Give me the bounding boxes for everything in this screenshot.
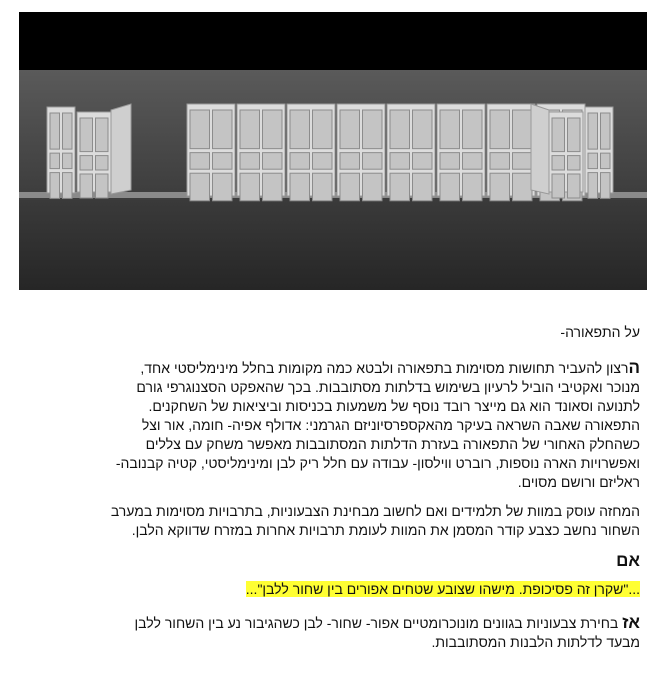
left-door-open-leaf [111,104,131,194]
paragraph3-line-1: אז בחירת צבעוניות בגוונים מונוכרומטיים אפור- שחור- לבן כשהגיבור נע בין השחור ללבן [134,613,640,632]
paragraph2-line-1: המחזה עוסק במוות של תלמידים ואם לחשוב מבחינת הצבעוניות, בתרבויות מסוימות במערב [110,503,640,519]
paragraph-conclusion [18,613,640,652]
floor [19,200,647,290]
center-door-1 [187,104,235,201]
center-door-3 [287,104,335,201]
paragraph-colors [18,502,640,540]
center-door-6 [437,104,485,201]
center-door-5 [387,104,435,201]
paragraph1-line-7: ראליזם ורושם מסוים. [517,474,640,490]
paragraph1-line-6: ואפשרויות הארה נוספות, רוברט ווילסון- עבודה עם חלל ריק לבן ומינימליסטי, קטיה קבנובה- [115,455,640,471]
stage-image [19,12,647,290]
drop-cap-letter: ה [628,358,640,377]
paragraph-scenography [18,358,640,492]
center-door-7 [487,104,535,201]
highlighted-quote: ..."שקרן זה פסיכופת. מישהו שצובע שטחים אפורים בין שחור ללבן"... [245,581,640,597]
section-heading: על התפאורה- [560,324,640,340]
paragraph1-line-4: התפאורה שאבה השראה בעיקר מהאקספרסיוניזם הגרמני: אדולף אפיה- חומה, אור וצל [141,417,640,433]
stage-illustration [19,12,647,290]
paragraph1-line-1: הרצון להעביר תחושות מסוימות בתפאורה ולבטא כמה מקומות בחלל מינימליסטי אחד, [140,358,640,377]
paragraph2-line-2: השחור נחשב כצבע קודר המסמן את המוות לעומת תרבויות אחרות במזרח שדווקא הלבן. [131,522,640,538]
text-area [18,323,640,662]
quote-line [18,580,640,599]
paragraph3-line-2: מבעד לדלתות הלבנות המסתובבות. [431,634,640,650]
paragraph1-line-3: לתנועה וסאונד הוא גם מייצר רובד נוסף של משמעות בכניסות וביציאות של השחקנים. [148,398,640,414]
right-door-1 [549,112,583,198]
center-door-4 [337,104,385,201]
center-door-2 [237,104,285,201]
paragraph1-line-2: מנוכר ואקטיבי הוביל לרעיון בשימוש בדלתות מסתובבות. בכך שהאפקט הסצנוגרפי גורם [136,379,640,395]
emphasis-word: אם [616,551,640,570]
right-door-2 [585,107,613,198]
top-band [19,12,647,70]
right-door-open-leaf [531,104,549,194]
conclusion-first-word: אז [622,613,640,632]
left-door-2 [47,107,75,198]
left-door-1 [77,112,111,198]
paragraph1-line-5: כשהחלק האחורי של התפאורה בעזרת הדלתות המסתובבות מאפשר משחק עם צללים [145,436,640,452]
